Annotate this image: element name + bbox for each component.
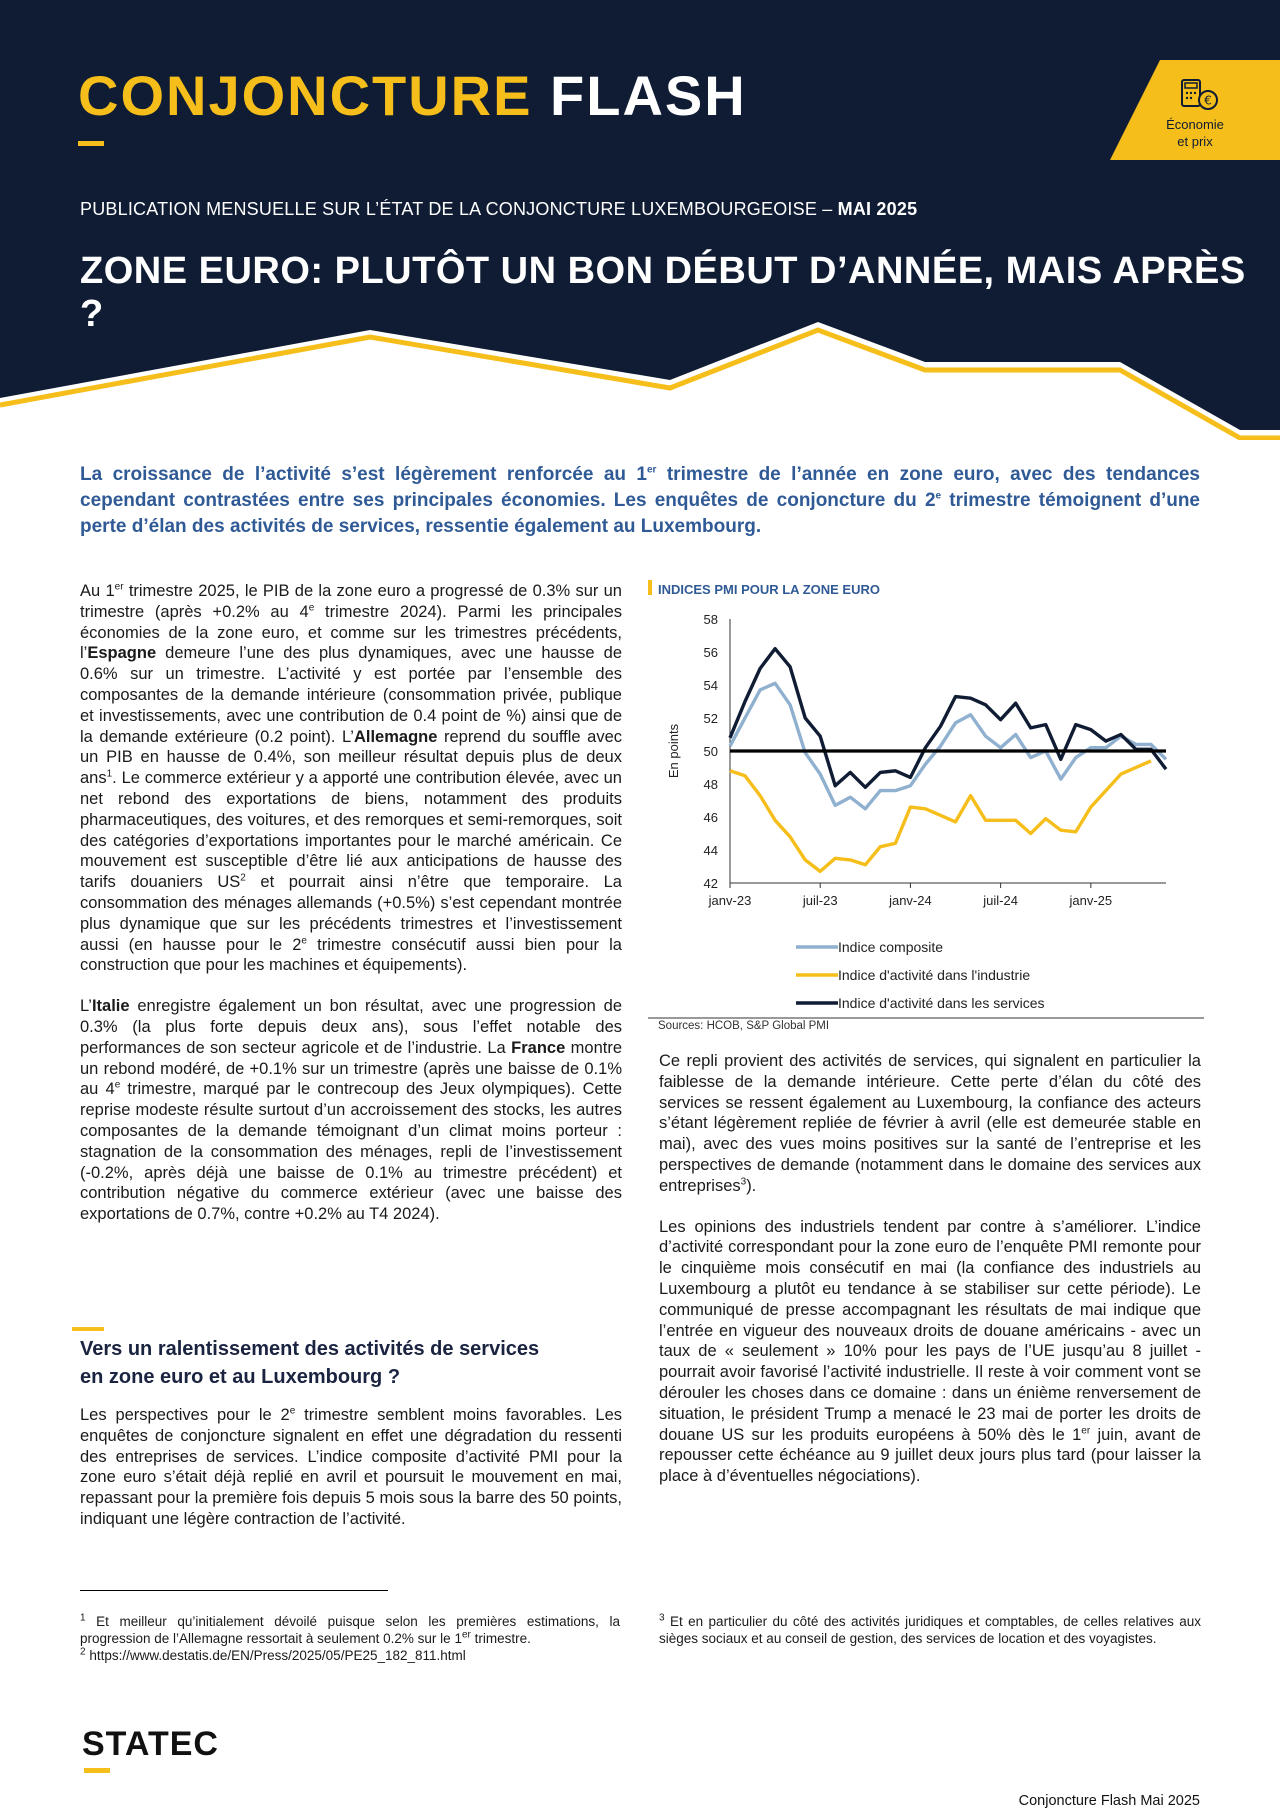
right-column [659,1051,1201,1507]
y-tick-label: 52 [703,711,718,726]
y-tick-label: 56 [703,645,718,660]
calculator-euro-icon [1180,78,1220,112]
legend-label-3: Indice d'activité dans les services [838,995,1045,1011]
chart-svg [648,572,1208,1022]
x-tick-label: janv-24 [889,893,932,908]
footnote-ref-1: 1 [106,768,113,780]
y-tick-label: 58 [703,612,718,627]
series-line-1 [730,683,1166,809]
kicker-text: PUBLICATION MENSUELLE SUR L’ÉTAT DE LA CONJONCTURE LUXEMBOURGEOISE – [80,199,838,219]
footer-publication: Conjoncture Flash Mai 2025 [1018,1793,1200,1809]
logo-accent-bar [84,1768,110,1773]
x-tick-label: janv-25 [1069,893,1113,908]
paragraph-outlook: Les perspectives pour le 2e trimestre semblent moins favorables. Les enquêtes de conjoncture signalent en effet une dégradation du ressenti des entreprises de services. L’indice composite d’activité PMI pour la zone euro s’était déjà replié en avril et poursuit le mouvement en mai, repassant pour la première fois depuis 5 mois sous la barre des 50 points, indiquant une légère contraction de l’activité. [80,1405,622,1528]
section-heading-line2: en zone euro et au Luxembourg ? [80,1366,401,1388]
paragraph-italy-france: L’Italie enregistre également un bon résultat, avec une progression de 0.3% (la plus forte depuis deux ans), sous l’effet notable des performances de son secteur agricole et de l’industrie. La France montre un rebond modéré, de +0.1% sur un trimestre (après une baisse de 0.1% au 4e trimestre, marqué par le contrecoup des Jeux olympiques). Cette reprise modeste résulte surtout d’un accroissement des stocks, les autres composantes de la demande témoignant d’un climat moins porteur : stagnation de la consommation des ménages, repli de l’investissement (-0.2%, après déjà une baisse de 0.1% au trimestre précédent) et contribution négative du commerce extérieur (avec une baisse des exportations de 0.7%, contre +0.2% au T4 2024). [80,997,623,1224]
paragraph-gdp: Au 1er trimestre 2025, le PIB de la zone euro a progressé de 0.3% sur un trimestre (après +0.2% au 4e trimestre 2024). Parmi les principales économies de la zone euro, et comme sur les trimestres précédents, l’Espagne demeure l’une des plus dynamiques, avec une hausse de 0.6% sur un trimestre. L’activité y est portée par l’ensemble des composantes de la demande intérieure (consommation privée, publique et investissements, avec une contribution de 0.4 point de %) ainsi que de la demande extérieure (0.2 point). L’Allemagne reprend du souffle avec un PIB en hausse de 0.4%, son meilleur résultat depuis plus de deux ans$^1$. Le commerce extérieur y a apporté une contribution élevée, avec un net rebond des exportations de biens, notamment des produits pharmaceutiques, des voitures, et des remorques et semi-remorques, soit des catégories d’exportations importantes pour le marché américain. Ce mouvement est susceptible d’être lié aux anticipations de hausse des tarifs douaniers $US^2$ et pourrait ainsi n’être que temporaire. La consommation des ménages allemands (+0.5%) s’est cependant montrée plus dynamique que sur les précédents trimestres et l’investissement aussi (en hausse pour le 2e trimestre consécutif aussi bien pour la construction que pour les machines et équipements). [80,581,622,975]
footnote-2: $^2$ https://www.destatis.de/EN/Press/2025/05/PE25_182_811.html [80,1646,466,1663]
section-heading-line1: Vers un ralentissement des activités de services [80,1338,540,1360]
lead-sup: e [935,490,942,502]
y-tick-label: 50 [703,744,718,759]
paragraph-services: Ce repli provient des activités de services, qui signalent en particulier la faiblesse de la demande intérieure. Cette perte d’élan du côté des services se ressent également au Luxembourg, la confiance des acteurs s’étant légèrement repliée de février à avril (elle est demeurée stable en mai), avec des vues moins positives sur la santé de l’entreprise et les perspectives de demande (notamment dans le domaine des services aux entreprises$^3$). [659,1052,1201,1195]
kicker-date: MAI 2025 [837,199,918,219]
footnote-ref-2: 2 [240,872,246,884]
footnotes-right [659,1613,1201,1647]
footnote-1: $^1$ Et meilleur qu’initialement dévoilé puisque selon les premières estimations, la progression de l’Allemagne ressortait à seulement 0.2% sur le 1er trimestre. [80,1612,620,1646]
x-tick-label: juil-23 [802,893,838,908]
chart-source: Sources: HCOB, S&P Global PMI [658,1020,830,1032]
footnote-3: $^3$ Et en particulier du côté des activités juridiques et comptables, de celles relatives aux sièges sociaux et au conseil de gestion, des services de location et des voyagistes. [659,1612,1201,1646]
section-heading [80,1335,640,1391]
legend-label-2: Indice d'activité dans l'industrie [838,967,1031,983]
badge-line2: et prix [1177,134,1213,149]
brand-part1: CONJONCTURE [78,64,533,127]
lead-sup: er [646,464,657,476]
y-tick-label: 42 [703,876,718,891]
footnote-2-link[interactable]: https://www.destatis.de/EN/Press/2025/05/PE25_182_811.html [85,1648,466,1663]
lead-text: trimestre témoignent d’une perte d’élan des activités de services, ressentie également au Luxembourg. [80,490,1200,537]
statec-logo: STATEC [82,1725,219,1763]
brand-title [78,64,747,127]
footnote-rule [80,1590,388,1591]
chart-title: INDICES PMI POUR LA ZONE EURO [658,582,880,597]
svg-text:€: € [1204,93,1212,108]
badge-label [1150,116,1240,150]
lead-text: trimestre de l’année en zone euro, avec des tendances cependant contrastées entre ses principales économies. Les enquêtes de conjoncture du 2 [80,464,1200,511]
left-column-lower [80,1405,622,1550]
legend-label-1: Indice composite [838,939,944,955]
brand-underline [78,141,104,146]
section-accent-bar [72,1327,104,1331]
series-line-2 [730,761,1151,872]
page-title: ZONE EURO: PLUTÔT UN BON DÉBUT D’ANNÉE, MAIS APRÈS ? [80,250,1246,335]
publication-kicker [80,199,917,220]
country-italy: Italie [91,997,130,1016]
lead-text: La croissance de l’activité s’est légèrement renforcée au 1 [80,464,647,485]
lead-paragraph [80,462,1200,540]
footnote-ref-3: 3 [740,1176,747,1188]
y-tick-label: 48 [703,777,718,792]
pmi-chart [648,572,1208,1032]
y-tick-label: 44 [703,843,718,858]
paragraph-industry: Les opinions des industriels tendent par contre à s’améliorer. L’indice d’activité correspondant pour la zone euro de l’enquête PMI remonte pour le cinquième mois consécutif en mai (la confiance des industriels au Luxembourg a plutôt eu tendance à se stabiliser sur cette période). Le communiqué de presse accompagnant les résultats de mai indique que l’entrée en vigueur des nouveaux droits de douane américains - avec un taux de « seulement » 10% pour les pays de l’UE jusqu’au 8 juillet - pourrait avoir favorisé l’activité industrielle. Il reste à voir comment vont se dérouler les choses dans ce domaine : dans un énième renversement de situation, le président Trump a menacé le 23 mai de porter les droits de douane US sur les produits européens à 50% dès le 1er juin, avant de repousser cette échéance au 9 juillet deux jours plus tard (pour laisser la place à d’éventuelles négociations). [659,1217,1201,1486]
y-tick-label: 46 [703,810,718,825]
country-spain: Espagne [87,644,157,663]
country-france: France [511,1038,566,1057]
left-column [80,581,622,1245]
header-banner [0,0,1280,440]
brand-part2: FLASH [550,64,747,127]
x-tick-label: janv-23 [708,893,752,908]
footnotes-left [80,1613,620,1664]
y-tick-label: 54 [703,678,718,693]
country-germany: Allemagne [353,727,438,746]
x-tick-label: juil-24 [983,893,1018,908]
badge-line1: Économie [1166,117,1224,132]
y-axis-label: En points [666,723,681,779]
